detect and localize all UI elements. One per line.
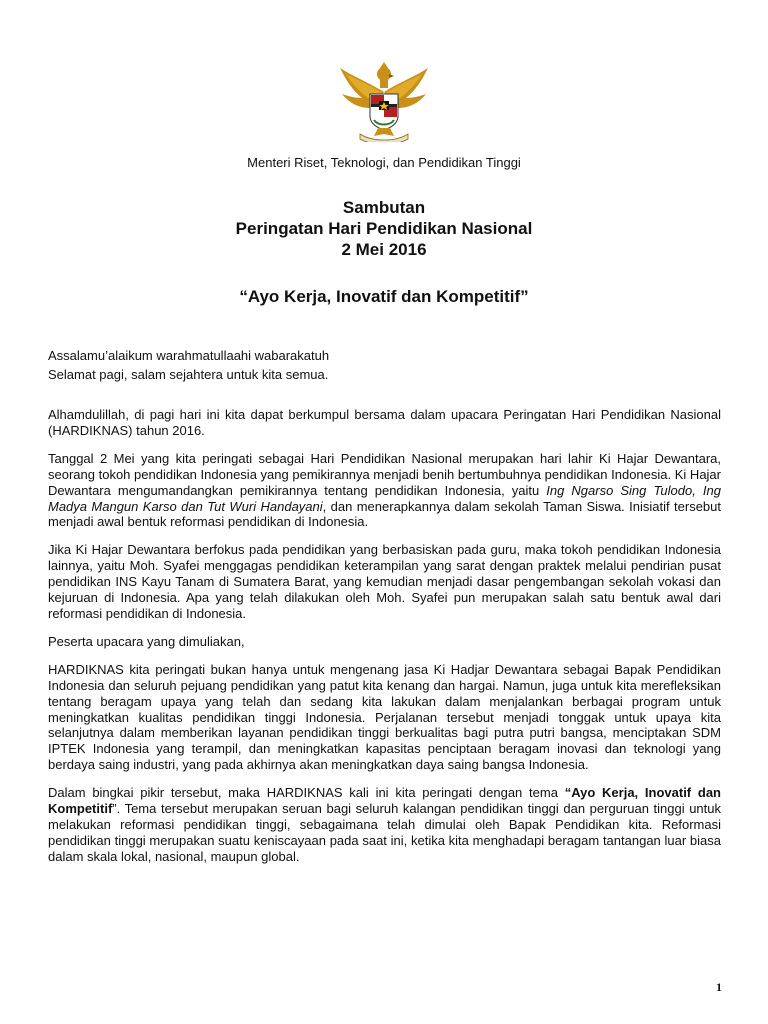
page-number: 1 [716,980,722,994]
speech-title [0,197,768,260]
theme-bold: “Ayo Kerja, Inovatif dan Kompetitif [48,785,721,817]
title-line-sambutan: Sambutan [342,198,426,217]
minister-title: Menteri Riset, Teknologi, dan Pendidikan Tinggi [247,155,521,170]
title-line-date: 2 Mei 2016 [341,240,427,259]
title-line-event: Peringatan Hari Pendidikan Nasional [235,219,533,238]
theme-heading: “Ayo Kerja, Inovatif dan Kompetitif” [239,287,529,306]
greeting-morning: Selamat pagi, salam sejahtera untuk kita semua. [48,367,329,382]
paragraph-audience: Peserta upacara yang dimuliakan, [48,633,245,649]
greeting [48,346,329,384]
paragraph-text: , dan menerapkannya dalam sekolah Taman Siswa. Inisiatif tersebut menjadi awal bentuk reformasi pendidikan di Indonesia. [48,498,721,530]
greeting-salam: Assalamu’alaikum warahmatullaahi wabarakatuh [48,348,330,363]
motto-italic: Ing Ngarso Sing Tulodo, Ing Madya Mangun Karso dan Tut Wuri Handayani [48,482,721,514]
paragraph-ki-hajar [48,451,721,531]
paragraph-hardiknas: HARDIKNAS kita peringati bukan hanya untuk mengenang jasa Ki Hadjar Dewantara sebagai Bapak Pendidikan Indonesia dan seluruh pejuang pendidikan yang patut kita kenang dan hargai. Namun, juga untuk kita merefleksikan tentang beragam upaya yang telah dan sedang kita lakukan dalam menjalankan berbagai program untuk meningkatkan kualitas pendidikan tinggi Indonesia. Perjalanan tersebut menjadi tonggak untuk upaya kita selanjutnya dalam memberikan layanan pendidikan tinggi berkualitas bagi putra putri bangsa, menciptakan SDM IPTEK Indonesia yang terampil, dan meningkatkan kapasitas penciptaan beragam inovasi dan teknologi yang berdaya saing industri, yang pada akhirnya akan meningkatkan daya saing bangsa Indonesia. [48,661,721,773]
paragraph-theme [48,785,721,865]
paragraph-text: Tanggal 2 Mei yang kita peringati sebagai Hari Pendidikan Nasional merupakan hari lahir Ki Hajar Dewantara, seorang tokoh pendidikan Indonesia yang pemikirannya menjadi benih bertumbuhnya pendidikan Indonesia. Ki Hajar Dewantara mengumandangkan pemikirannya tentang pendidikan Indonesia, yaitu [48,450,721,498]
paragraph-opening: Alhamdulillah, di pagi hari ini kita dapat berkumpul bersama dalam upacara Peringatan Hari Pendidikan Nasional (HARDIKNAS) tahun 2016. [48,407,721,438]
garuda-emblem-icon [338,62,430,142]
paragraph-text: ”. Tema tersebut merupakan seruan bagi seluruh kalangan pendidikan tinggi dan perguruan tinggi untuk melakukan reformasi pendidikan tinggi, sebagaimana telah dimulai oleh Bapak Pendidikan kita. Reformasi pendidikan tinggi merupakan suatu keniscayaan pada saat ini, ketika kita menghadapi beragam tantangan luar biasa dalam skala lokal, nasional, maupun global. [48,801,721,864]
paragraph-text: Dalam bingkai pikir tersebut, maka HARDIKNAS kali ini kita peringati dengan tema [48,785,565,801]
paragraph-syafei: Jika Ki Hajar Dewantara berfokus pada pendidikan yang berbasiskan pada guru, maka tokoh pendidikan Indonesia lainnya, yaitu Moh. Syafei menggagas pendidikan keterampilan yang sarat dengan praktek melalui pendirian pusat pendidikan INS Kayu Tanam di Sumatera Barat, yang kemudian menjadi dasar pengembangan sekolah vokasi dan kejuruan di Indonesia. Apa yang telah dilakukan oleh Moh. Syafei pun merupakan salah satu bentuk awal dari reformasi pendidikan di Indonesia. [48,542,721,621]
speech-body [48,407,721,877]
